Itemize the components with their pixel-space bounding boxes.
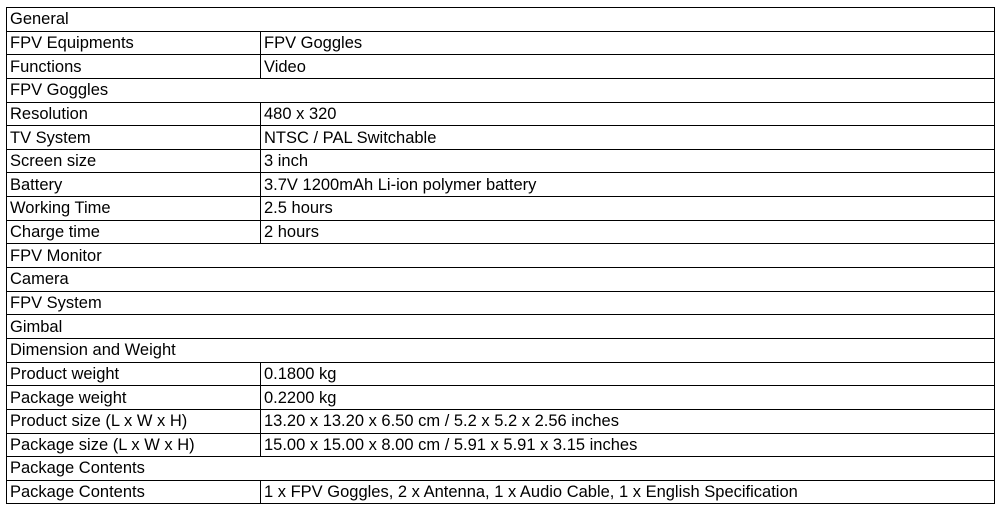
spec-label: Charge time (7, 220, 261, 244)
section-header: Camera (7, 268, 995, 292)
section-header: Dimension and Weight (7, 338, 995, 362)
spec-value: 2.5 hours (261, 197, 995, 221)
spec-row (7, 220, 995, 244)
spec-value: 0.1800 kg (261, 362, 995, 386)
section-header: FPV Monitor (7, 244, 995, 268)
section-header-row (7, 338, 995, 362)
spec-label: Resolution (7, 102, 261, 126)
spec-value: 2 hours (261, 220, 995, 244)
spec-row (7, 386, 995, 410)
section-header: FPV System (7, 291, 995, 315)
spec-row (7, 102, 995, 126)
spec-label: FPV Equipments (7, 31, 261, 55)
spec-label: TV System (7, 126, 261, 150)
spec-label: Battery (7, 173, 261, 197)
spec-label: Screen size (7, 149, 261, 173)
spec-label: Package size (L x W x H) (7, 433, 261, 457)
spec-value: 13.20 x 13.20 x 6.50 cm / 5.2 x 5.2 x 2.56 inches (261, 409, 995, 433)
spec-label: Package Contents (7, 480, 261, 504)
spec-label: Product size (L x W x H) (7, 409, 261, 433)
spec-row (7, 55, 995, 79)
spec-value: 15.00 x 15.00 x 8.00 cm / 5.91 x 5.91 x 3.15 inches (261, 433, 995, 457)
section-header-row (7, 8, 995, 32)
spec-row (7, 480, 995, 504)
spec-value: 480 x 320 (261, 102, 995, 126)
spec-label: Working Time (7, 197, 261, 221)
section-header: General (7, 8, 995, 32)
spec-row (7, 409, 995, 433)
spec-value: Video (261, 55, 995, 79)
spec-label: Package weight (7, 386, 261, 410)
section-header: Gimbal (7, 315, 995, 339)
spec-value: 0.2200 kg (261, 386, 995, 410)
spec-row (7, 433, 995, 457)
spec-value: FPV Goggles (261, 31, 995, 55)
spec-row (7, 31, 995, 55)
spec-table-body (7, 8, 995, 504)
section-header-row (7, 268, 995, 292)
spec-table (6, 7, 995, 504)
spec-row (7, 173, 995, 197)
section-header-row (7, 78, 995, 102)
section-header: FPV Goggles (7, 78, 995, 102)
spec-label: Functions (7, 55, 261, 79)
spec-row (7, 362, 995, 386)
spec-value: NTSC / PAL Switchable (261, 126, 995, 150)
section-header: Package Contents (7, 457, 995, 481)
spec-value: 3 inch (261, 149, 995, 173)
section-header-row (7, 244, 995, 268)
spec-row (7, 149, 995, 173)
spec-value: 1 x FPV Goggles, 2 x Antenna, 1 x Audio Cable, 1 x English Specification (261, 480, 995, 504)
spec-row (7, 197, 995, 221)
spec-row (7, 126, 995, 150)
section-header-row (7, 457, 995, 481)
spec-label: Product weight (7, 362, 261, 386)
section-header-row (7, 315, 995, 339)
spec-value: 3.7V 1200mAh Li-ion polymer battery (261, 173, 995, 197)
section-header-row (7, 291, 995, 315)
